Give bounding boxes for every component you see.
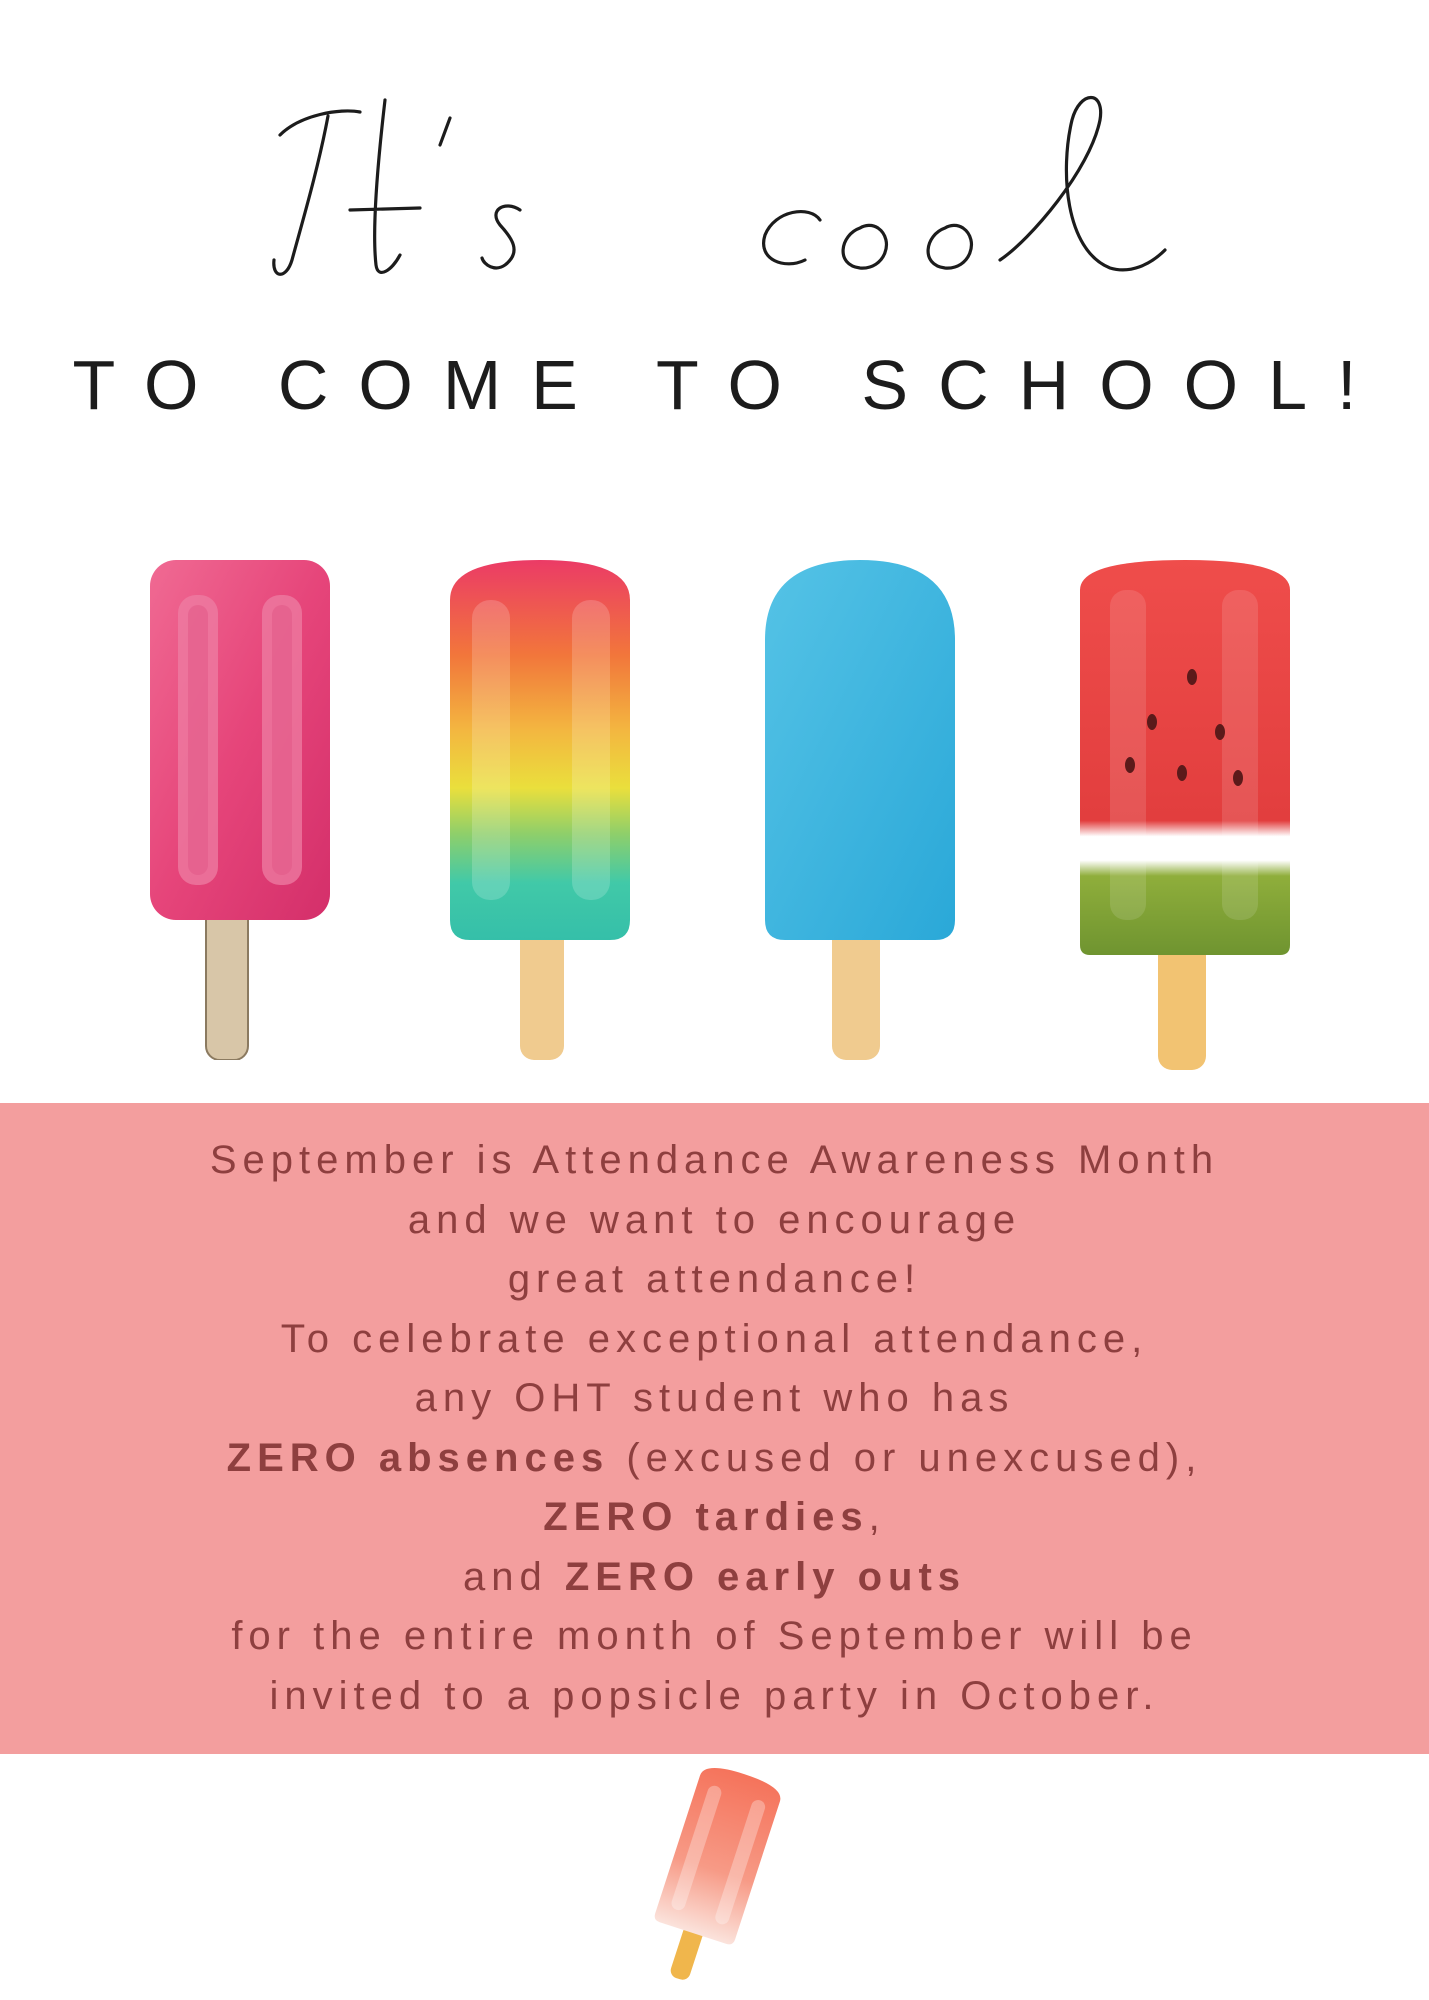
info-text [0,1131,1429,1726]
info-line-3: great attendance! [507,1257,922,1301]
info-line-8 [0,1548,1429,1608]
blue-popsicle-icon [760,550,960,1060]
watermelon-popsicle-icon [1070,550,1300,1070]
info-line-7 [0,1488,1429,1548]
zero-absences-text: ZERO absences [226,1435,610,1480]
info-line-10: invited to a popsicle party in October. [269,1673,1160,1718]
info-line-5: any OHT student who has [414,1376,1015,1420]
subtitle: TO COME TO SCHOOL! [72,346,1387,424]
info-line-4: To celebrate exceptional attendance, [280,1316,1149,1361]
info-line-2: and we want to encourage [407,1197,1022,1242]
script-title-text: It's cool [712,275,716,276]
pink-popsicle-icon [140,550,340,1060]
zero-tardies-text: ZERO tardies [543,1495,869,1539]
zero-early-outs-text: ZERO early outs [564,1554,967,1599]
comma-text: , [868,1495,886,1539]
info-line-1: September is Attendance Awareness Month [209,1138,1220,1182]
script-title-lettering [0,60,1429,290]
excused-text: (excused or unexcused), [609,1435,1203,1480]
script-title [0,60,1429,290]
and-text: and [462,1554,565,1599]
peach-popsicle-icon [640,1765,790,1990]
rainbow-popsicle-icon [440,550,640,1060]
info-line-9: for the entire month of September will be [231,1614,1198,1658]
info-line-6 [0,1429,1429,1489]
info-panel [0,1103,1429,1754]
popsicle-row [0,550,1429,1080]
